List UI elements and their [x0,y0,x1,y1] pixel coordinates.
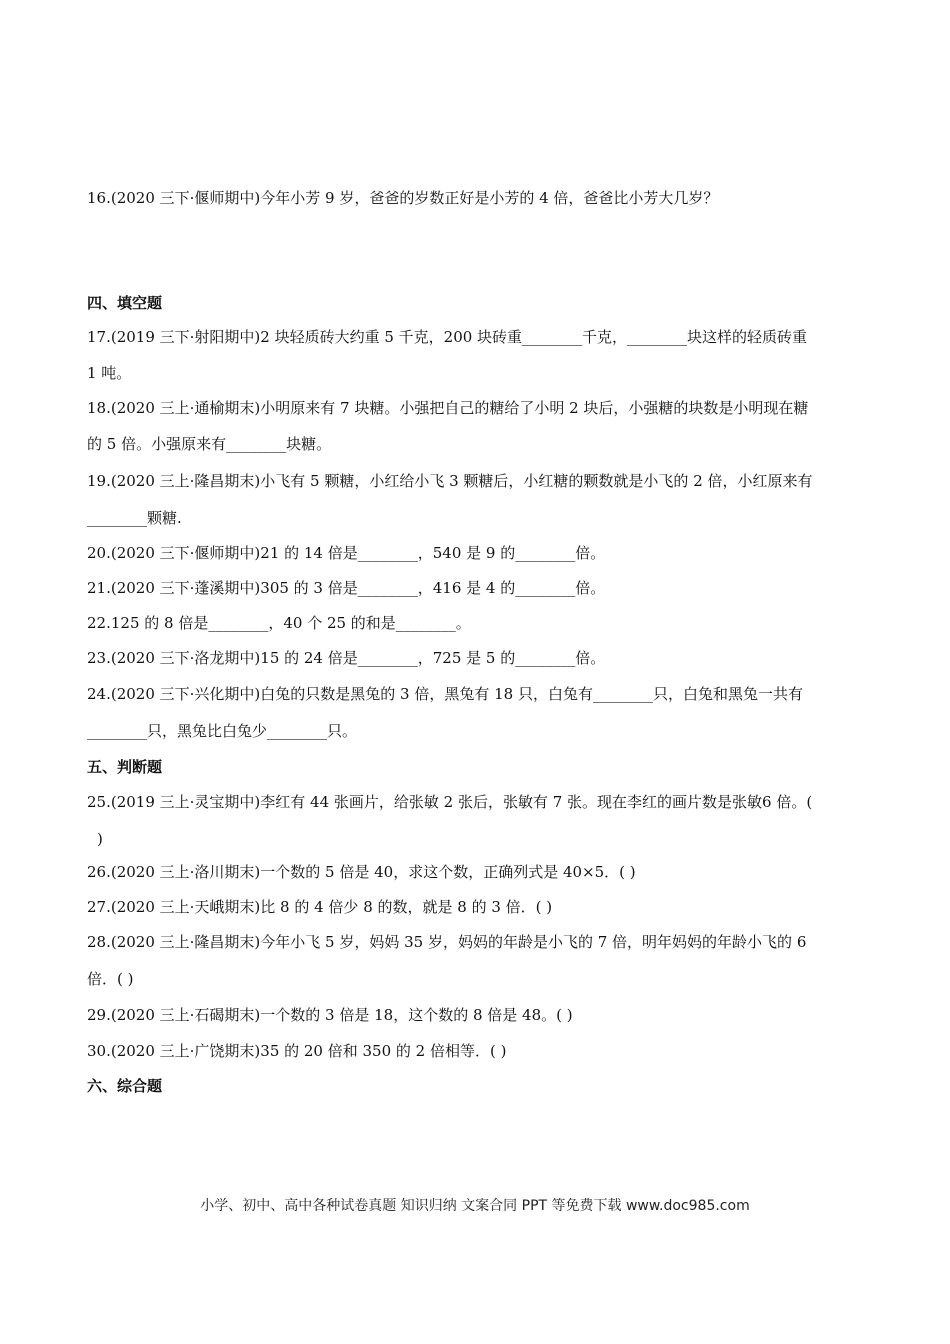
question-18-line-2: 的 5 倍。小强原来有________块糖。 [87,435,332,453]
question-16: 16.(2020 三下·偃师期中)今年小芳 9 岁，爸爸的岁数正好是小芳的 4 倍，爸爸比小芳大几岁？ [87,189,719,207]
question-24-line-1: 24.(2020 三下·兴化期中)白兔的只数是黑兔的 3 倍，黑兔有 18 只，白兔有________只，白兔和黑兔一共有 [87,685,803,703]
question-17-line-2: 1 吨。 [87,364,132,382]
question-18-line-1: 18.(2020 三上·通榆期末)小明原来有 7 块糖。小强把自己的糖给了小明 2 块后，小强糖的块数是小明现在糖 [87,399,809,417]
question-19-line-1: 19.(2020 三上·隆昌期末)小飞有 5 颗糖，小红给小飞 3 颗糖后，小红糖的颗数就是小飞的 2 倍，小红原来有 [87,472,813,490]
question-29: 29.(2020 三上·石碣期末)一个数的 3 倍是 18，这个数的 8 倍是 48。( ) [87,1006,573,1024]
question-30: 30.(2020 三上·广饶期末)35 的 20 倍和 350 的 2 倍相等．( ) [87,1042,507,1060]
question-25-line-2: ) [97,830,103,848]
question-23: 23.(2020 三下·洛龙期中)15 的 24 倍是________，725 是 5 的________倍。 [87,649,606,667]
question-27: 27.(2020 三上·天峨期末)比 8 的 4 倍少 8 的数，就是 8 的 3 倍．( ) [87,898,553,916]
question-28-line-2: 倍．( ) [87,970,134,988]
question-19-line-2: ________颗糖. [87,509,182,527]
section-title-fill-blank: 四、填空题 [87,294,163,312]
section-title-true-false: 五、判断题 [87,758,163,776]
question-25-line-1: 25.(2019 三上·灵宝期中)李红有 44 张画片，给张敏 2 张后，张敏有 7 张。现在李红的画片数是张敏6 倍。( [87,793,813,811]
section-title-comprehensive: 六、综合题 [87,1077,163,1095]
question-20: 20.(2020 三下·偃师期中)21 的 14 倍是________，540 是 9 的________倍。 [87,544,606,562]
question-28-line-1: 28.(2020 三上·隆昌期末)今年小飞 5 岁，妈妈 35 岁，妈妈的年龄是小飞的 7 倍，明年妈妈的年龄小飞的 6 [87,933,807,951]
question-21: 21.(2020 三下·蓬溪期中)305 的 3 倍是________，416 是 4 的________倍。 [87,579,606,597]
footer-text: 小学、初中、高中各种试卷真题 知识归纳 文案合同 PPT 等免费下载 www.doc985.com [200,1198,750,1214]
question-26: 26.(2020 三上·洛川期末)一个数的 5 倍是 40，求这个数，正确列式是 40×5．( ) [87,863,636,881]
question-17-line-1: 17.(2019 三下·射阳期中)2 块轻质砖大约重 5 千克，200 块砖重________千克，________块这样的轻质砖重 [87,328,808,346]
question-24-line-2: ________只，黑兔比白兔少________只。 [87,722,358,740]
question-22: 22.125 的 8 倍是________，40 个 25 的和是________。 [87,614,471,632]
